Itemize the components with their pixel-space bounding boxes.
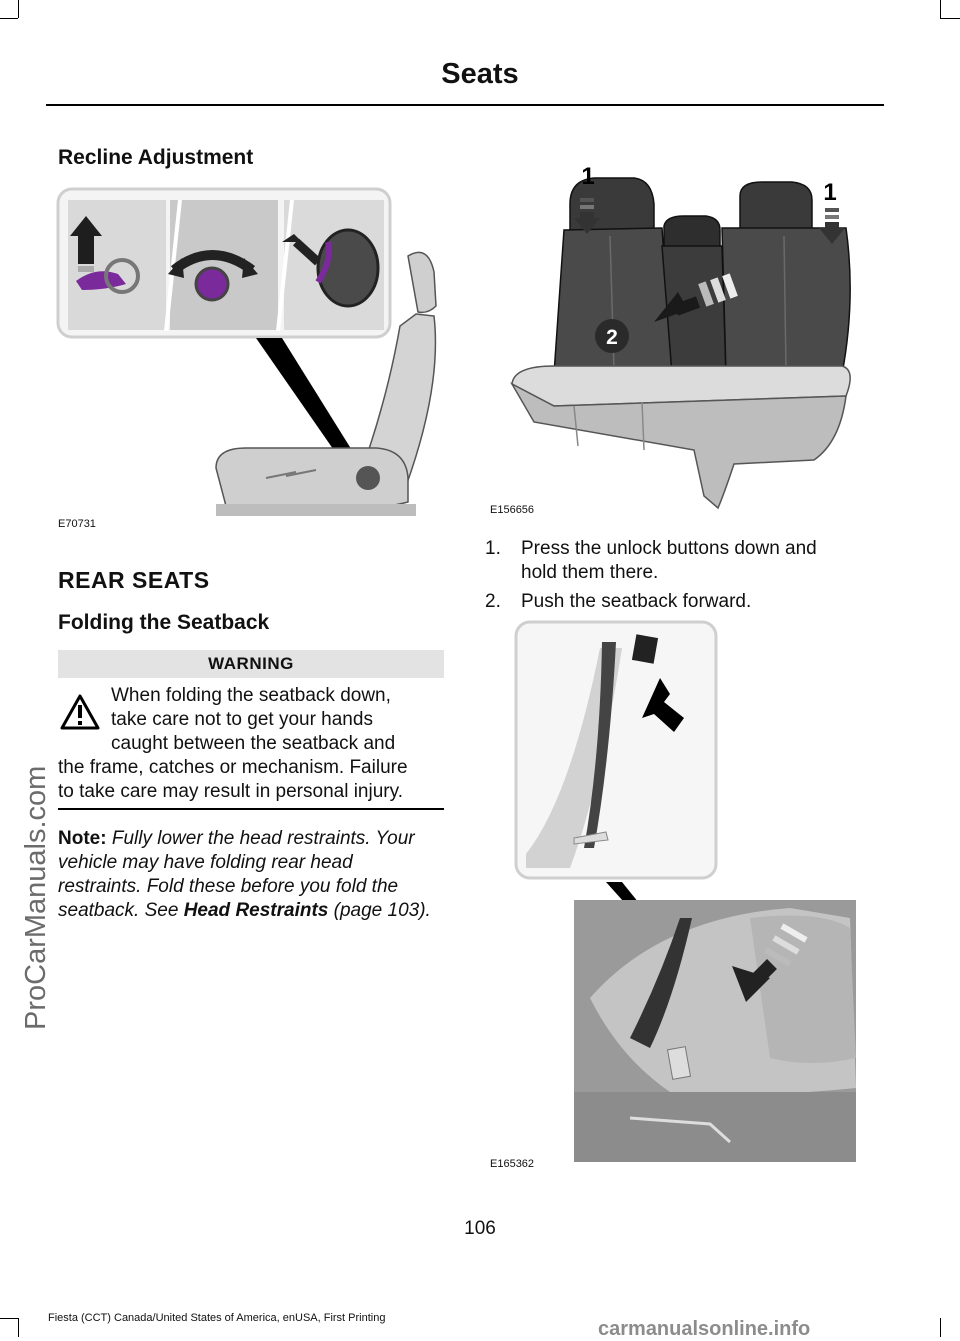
warning-line: to take care may result in personal injury. <box>58 781 403 802</box>
crop-mark <box>18 0 19 18</box>
step-2-line: Push the seatback forward. <box>521 591 752 612</box>
warning-line: the frame, catches or mechanism. Failure <box>58 757 408 778</box>
unlock-button-illustration <box>510 618 860 1166</box>
watermark: ProCarManuals.com <box>20 765 52 1030</box>
note-line-2 <box>58 851 450 875</box>
note-text: vehicle may have folding rear head <box>58 852 353 873</box>
head-restraints-link[interactable]: Head Restraints <box>183 900 329 921</box>
section-heading: REAR SEATS <box>58 567 210 593</box>
crop-mark <box>18 1318 19 1337</box>
note-label: Note: <box>58 828 107 849</box>
printing-info: Fiesta (CCT) Canada/United States of America, enUSA, First Printing <box>48 1312 386 1324</box>
figure-id: E70731 <box>58 518 96 530</box>
warning-line: caught between the seatback and <box>111 733 396 754</box>
note-text: seatback. See <box>58 900 184 921</box>
rear-seat-illustration <box>494 160 864 512</box>
crop-mark <box>940 1318 941 1337</box>
step-1-line: hold them there. <box>521 562 659 583</box>
note-line-3 <box>58 875 450 899</box>
page-title: Seats <box>441 58 519 90</box>
figure-id: E165362 <box>490 1158 535 1170</box>
page-reference: (page 103). <box>328 900 431 921</box>
subheading: Folding the Seatback <box>58 611 270 634</box>
recline-heading: Recline Adjustment <box>58 146 254 169</box>
crop-mark <box>940 0 941 18</box>
note-line-4 <box>58 899 450 923</box>
crop-mark <box>940 18 960 19</box>
recline-illustration <box>56 186 448 526</box>
crop-mark <box>0 1318 18 1319</box>
note-text: restraints. Fold these before you fold the <box>58 876 399 897</box>
step-1-number: 1. <box>485 538 501 559</box>
warning-label: WARNING <box>58 650 444 678</box>
warning-rule <box>58 808 444 810</box>
step-2-number: 2. <box>485 591 501 612</box>
note-paragraph <box>58 827 450 923</box>
callout-1-left: 1 <box>581 163 595 190</box>
site-watermark: carmanualsonline.info <box>598 1318 811 1340</box>
note-text: Fully lower the head restraints. Your <box>111 828 415 849</box>
callout-1-right: 1 <box>823 179 837 206</box>
warning-triangle-icon <box>60 694 100 730</box>
callout-2: 2 <box>606 326 618 349</box>
warning-line: take care not to get your hands <box>111 709 373 730</box>
warning-line: When folding the seatback down, <box>111 685 391 706</box>
crop-mark <box>0 18 18 19</box>
page-number: 106 <box>464 1218 496 1239</box>
header-rule <box>46 104 884 106</box>
note-line-1 <box>58 827 450 851</box>
figure-id: E156656 <box>490 504 535 516</box>
step-1-line: Press the unlock buttons down and <box>521 538 817 559</box>
